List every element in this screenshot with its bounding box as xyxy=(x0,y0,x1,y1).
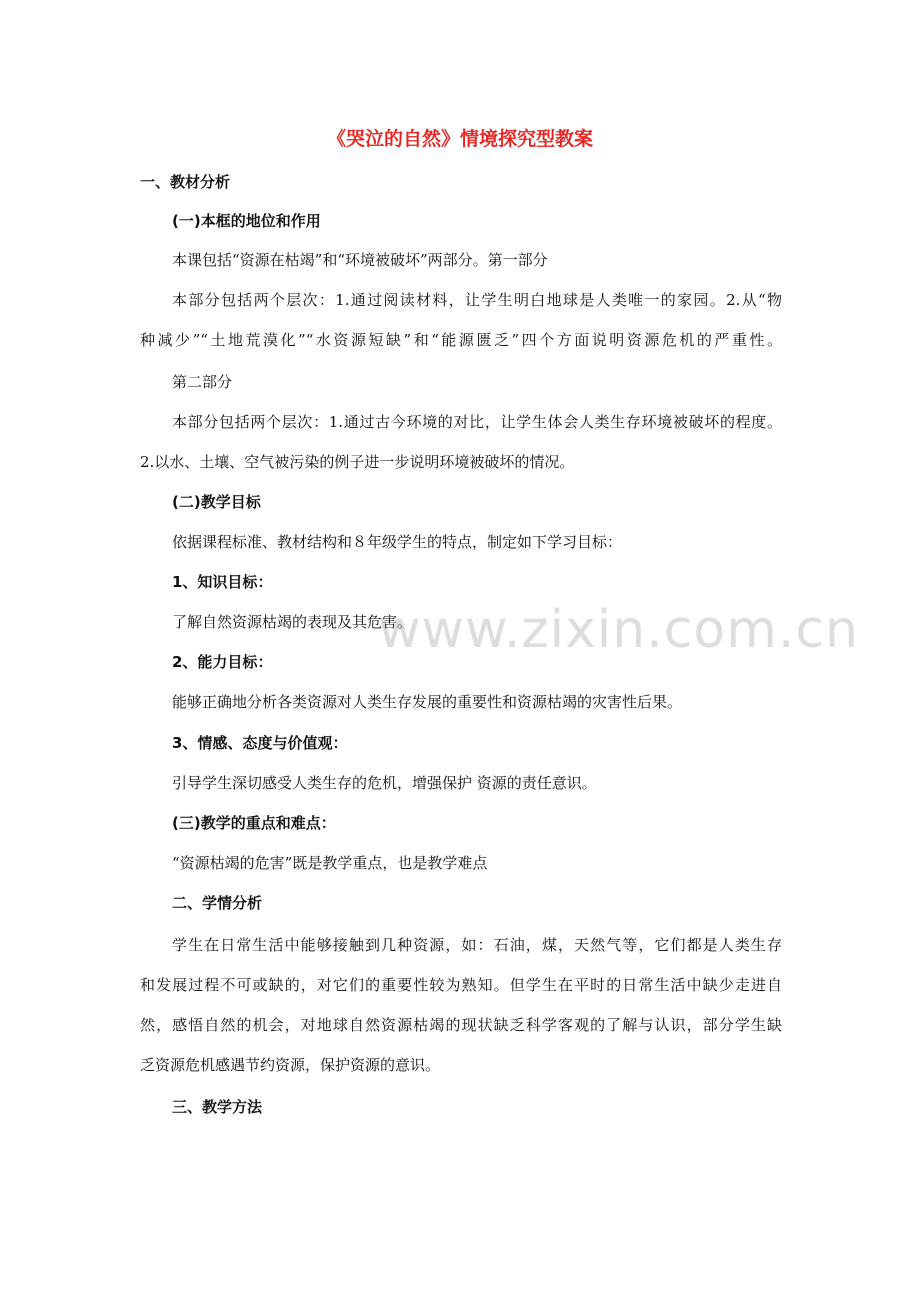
paragraph: 本部分包括两个层次：1.通过古今环境的对比，让学生体会人类生存环境被破坏的程度。 xyxy=(172,413,782,431)
subsection-heading-2: (二)教学目标 xyxy=(172,493,261,511)
section-heading-1: 一、教材分析 xyxy=(140,173,231,191)
paragraph: 学生在日常生活中能够接触到几种资源，如：石油，煤，天然气等，它们都是人类生存 xyxy=(172,936,782,954)
paragraph: 然，感悟自然的机会，对地球自然资源枯竭的现状缺乏科学客观的了解与认识，部分学生缺 xyxy=(140,1016,782,1034)
section-heading-2: 二、学情分析 xyxy=(172,894,263,912)
paragraph: 了解自然资源枯竭的表现及其危害。 xyxy=(172,613,413,631)
paragraph: 引导学生深切感受人类生存的危机，增强保护 资源的责任意识。 xyxy=(172,774,597,792)
subsection-heading-1: (一)本框的地位和作用 xyxy=(172,212,321,230)
paragraph: 种减少”“土地荒漠化”“水资源短缺”和“能源匮乏”四个方面说明资源危机的严重性。 xyxy=(140,331,782,349)
paragraph: 本课包括“资源在枯竭”和“环境被破坏”两部分。第一部分 xyxy=(172,251,548,269)
subsection-heading-3: (三)教学的重点和难点： xyxy=(172,814,336,832)
objective-heading-values: 3、情感、态度与价值观： xyxy=(172,734,348,752)
paragraph: “资源枯竭的危害”既是教学重点，也是教学难点 xyxy=(172,854,488,872)
paragraph: 和发展过程不可或缺的，对它们的重要性较为熟知。但学生在平时的日常生活中缺少走进自 xyxy=(140,976,782,994)
objective-heading-knowledge: 1、知识目标： xyxy=(172,573,273,591)
section-heading-3: 三、教学方法 xyxy=(172,1098,263,1116)
watermark: www.zixin.com.cn xyxy=(378,600,859,660)
objective-heading-ability: 2、能力目标： xyxy=(172,653,273,671)
paragraph: 依据课程标准、教材结构和８年级学生的特点，制定如下学习目标： xyxy=(172,533,623,551)
paragraph: 乏资源危机感遇节约资源，保护资源的意识。 xyxy=(140,1056,441,1074)
paragraph: 2.以水、土壤、空气被污染的例子进一步说明环境被破坏的情况。 xyxy=(140,453,575,471)
paragraph: 本部分包括两个层次：1.通过阅读材料，让学生明白地球是人类唯一的家园。2.从“物 xyxy=(172,291,782,309)
page-title: 《哭泣的自然》情境探究型教案 xyxy=(326,128,593,150)
paragraph: 能够正确地分析各类资源对人类生存发展的重要性和资源枯竭的灾害性后果。 xyxy=(172,693,683,711)
paragraph: 第二部分 xyxy=(172,373,233,391)
